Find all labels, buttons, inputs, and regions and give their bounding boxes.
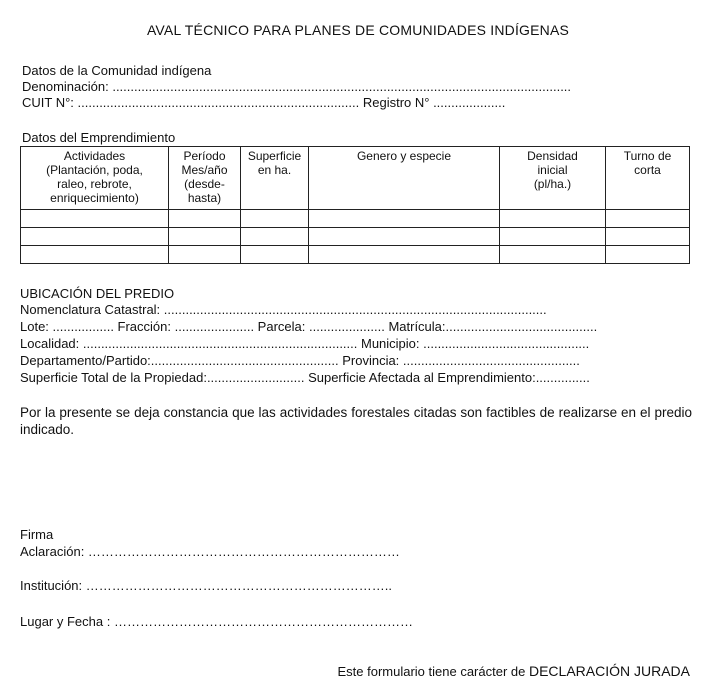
- declaration-emphasis: DECLARACIÓN JURADA: [528, 663, 690, 679]
- table-cell[interactable]: [606, 246, 690, 264]
- col-superficie-label: Superficie en ha.: [247, 149, 302, 177]
- col-densidad-label: Densidad inicial (pl/ha.): [527, 149, 578, 191]
- institucion-field[interactable]: Institución: ……………………………………………………………..: [20, 578, 392, 593]
- departamento-field[interactable]: Departamento/Partido:.................................................... Provincia: .................................................: [20, 353, 580, 368]
- emprendimiento-heading: Datos del Emprendimiento: [22, 130, 176, 145]
- col-densidad: [500, 147, 606, 210]
- table-cell[interactable]: [606, 210, 690, 228]
- table-cell[interactable]: [21, 210, 169, 228]
- localidad-field[interactable]: Localidad: ............................................................................ Municipio: ..............................................: [20, 336, 590, 351]
- form-title: AVAL TÉCNICO PARA PLANES DE COMUNIDADES INDÍGENAS: [146, 22, 570, 38]
- table-cell[interactable]: [309, 210, 500, 228]
- ubicacion-heading: UBICACIÓN DEL PREDIO: [20, 286, 175, 301]
- table-cell[interactable]: [169, 210, 241, 228]
- table-cell[interactable]: [309, 228, 500, 246]
- table-cell[interactable]: [169, 228, 241, 246]
- table-cell[interactable]: [241, 210, 309, 228]
- col-superficie: [241, 147, 309, 210]
- table-header-row: [21, 147, 690, 210]
- table-cell[interactable]: [21, 246, 169, 264]
- table-cell[interactable]: [241, 246, 309, 264]
- table-cell[interactable]: [309, 246, 500, 264]
- superficie-field[interactable]: Superficie Total de la Propiedad:........................... Superficie Afectada al Emprendimiento:...............: [20, 370, 590, 385]
- col-genero-label: Genero y especie: [356, 149, 452, 163]
- table-cell[interactable]: [21, 228, 169, 246]
- table-cell[interactable]: [606, 228, 690, 246]
- table-cell[interactable]: [500, 228, 606, 246]
- community-heading: Datos de la Comunidad indígena: [22, 63, 212, 78]
- denominacion-field[interactable]: Denominación: ...............................................................................................................................: [22, 79, 572, 94]
- firma-label: Firma: [20, 527, 54, 542]
- lugar-fecha-field[interactable]: Lugar y Fecha : ……………………………………………………………: [20, 614, 413, 629]
- col-turno-label: Turno de corta: [623, 149, 672, 177]
- table-cell[interactable]: [169, 246, 241, 264]
- col-turno: [606, 147, 690, 210]
- col-periodo: [169, 147, 241, 210]
- nomenclatura-field[interactable]: Nomenclatura Catastral: ..........................................................................................................: [20, 302, 547, 317]
- table-row: [21, 228, 690, 246]
- declaration-note: [337, 663, 690, 679]
- table-cell[interactable]: [500, 246, 606, 264]
- col-periodo-label: Período Mes/año (desde- hasta): [181, 149, 228, 205]
- cuit-field[interactable]: CUIT N°: .............................................................................. Registro N° ....................: [22, 95, 506, 110]
- col-actividades-label: Actividades (Plantación, poda, raleo, rebrote, enriquecimiento): [46, 149, 143, 205]
- table-cell[interactable]: [241, 228, 309, 246]
- table-row: [21, 246, 690, 264]
- aclaracion-field[interactable]: Aclaración: ………………………………………………………………: [20, 544, 400, 559]
- table-row: [21, 210, 690, 228]
- lote-field[interactable]: Lote: ................. Fracción: ...................... Parcela: ..................... Matrícula:..........................................: [20, 319, 598, 334]
- table-cell[interactable]: [500, 210, 606, 228]
- declaration-prefix: Este formulario tiene carácter de: [337, 664, 529, 679]
- col-actividades: [21, 147, 169, 210]
- col-genero: [309, 147, 500, 210]
- emprendimiento-table: [20, 146, 690, 264]
- statement-paragraph: Por la presente se deja constancia que las actividades forestales citadas son factibles de realizarse en el predio indicado.: [20, 405, 692, 437]
